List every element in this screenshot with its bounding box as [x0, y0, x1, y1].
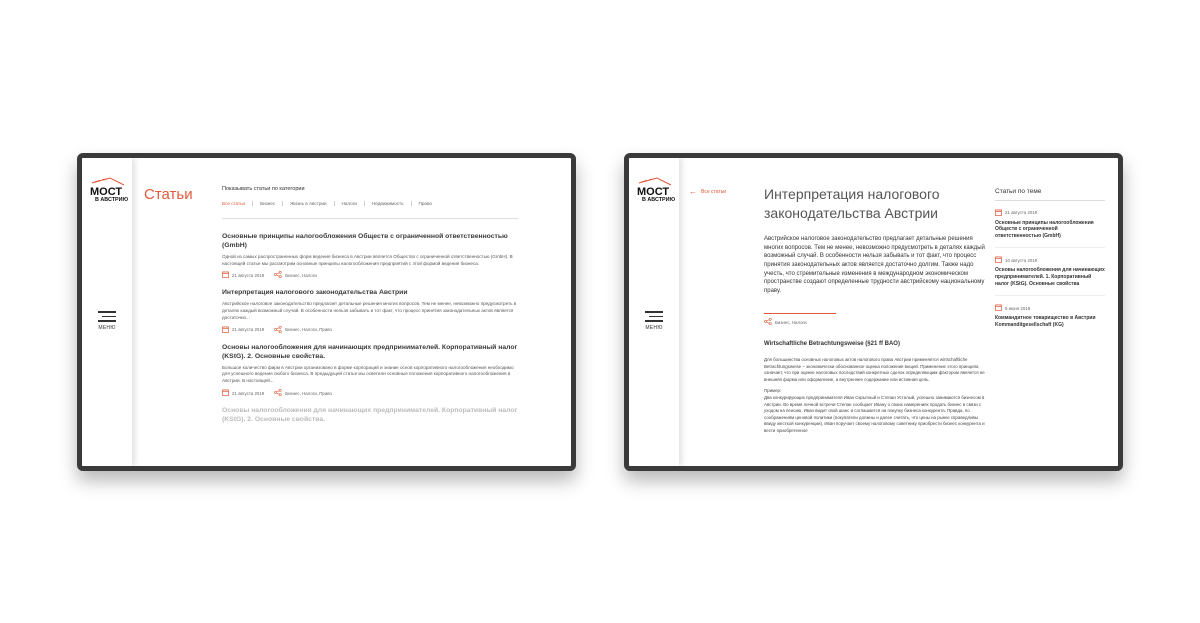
- article-excerpt: Австрийское налоговое законодательство предлагает детальные решения многих вопросов. Тем не менее, невозможно предусмотреть в деталях каждый возможный случай. В особенности нельзя забывать и тот факт, что процесс принятия законодательных актов является достаточно...: [222, 301, 517, 321]
- related-date: 10 августа 2019: [1005, 257, 1038, 263]
- article-date: 21 августа 2019: [232, 272, 265, 278]
- calendar-icon: [995, 209, 1002, 217]
- article-item: [222, 344, 520, 397]
- divider: [995, 247, 1105, 248]
- category-real-estate[interactable]: Недвижимость: [364, 201, 411, 206]
- related-heading: Статьи по теме: [995, 188, 1042, 195]
- menu-button[interactable]: [643, 308, 665, 331]
- sidebar: [629, 158, 679, 466]
- divider: [995, 200, 1105, 201]
- article-meta: [222, 326, 520, 334]
- left-screen-frame: [77, 153, 576, 471]
- related-date-row: [995, 209, 1105, 217]
- article-tags[interactable]: Бизнес, Налоги: [285, 272, 317, 278]
- related-item[interactable]: [995, 304, 1105, 329]
- related-articles: [995, 188, 1105, 338]
- article-date: 21 августа 2019: [232, 390, 265, 396]
- svg-text:В АВСТРИЮ: В АВСТРИЮ: [642, 197, 675, 203]
- article-title[interactable]: Интерпретация налогового законодательства Австрии: [222, 289, 408, 297]
- related-title[interactable]: Основы налогообложения для начинающих предпринимателей. 1. Корпоративный налог (KStG). Основные свойства: [995, 267, 1105, 287]
- divider: [995, 295, 1105, 296]
- article-excerpt: Одной из самых распространенных форм ведения бизнеса в Австрии является Общество с ограниченной ответственностью (GmbH). В настоящей статье мы рассмотрим основные принципы налогообложения предприятий с этой формой ведения бизнеса.: [222, 253, 513, 266]
- calendar-icon: [995, 304, 1002, 312]
- article-date: 21 августа 2019: [232, 327, 265, 333]
- fade-overlay: [679, 438, 1118, 466]
- article-meta: [222, 389, 520, 397]
- svg-text:МОСТ: МОСТ: [637, 186, 670, 198]
- article-item: [222, 233, 520, 279]
- svg-text:МОСТ: МОСТ: [90, 186, 123, 198]
- section-heading: Wirtschaftliche Betrachtungsweise (§21 ff BAO): [764, 341, 900, 347]
- hamburger-icon: [96, 311, 118, 322]
- share-icon: [274, 326, 282, 334]
- article-tags-row: [764, 318, 807, 326]
- category-law[interactable]: Право: [411, 201, 439, 206]
- related-title[interactable]: Основные принципы налогообложения Обществ с ограниченной ответственностью (GmbH): [995, 219, 1094, 240]
- article-lead: Австрийское налоговое законодательство предлагает детальные решения многих вопросов. Тем не менее, невозможно предусмотреть в деталях каждый возможный случай. В особенности нельзя забывать и тот факт, что процесс принятия законодательных актов является достаточно долгим. Также надо учесть, что стремительные изменения в международном экономическом пространстве создают определенные трудности австрийскому национальному праву.: [764, 236, 985, 295]
- share-icon: [274, 271, 282, 279]
- related-item[interactable]: [995, 209, 1105, 248]
- menu-label: МЕНЮ: [98, 324, 116, 331]
- back-to-articles-link[interactable]: [689, 188, 726, 196]
- divider: [222, 218, 518, 219]
- related-date-row: [995, 256, 1105, 264]
- category-filter: [222, 201, 439, 206]
- arrow-left-icon: ←: [689, 187, 697, 196]
- example-label: Пример:: [764, 388, 782, 394]
- related-date: 21 августа 2019: [1005, 210, 1038, 216]
- page-title: Статьи: [144, 186, 193, 203]
- back-link-label: Все статьи: [701, 189, 727, 195]
- calendar-icon: [222, 326, 229, 334]
- related-title[interactable]: Коммандитное товарищество в Австрии Kommanditgesellschaft (KG): [995, 315, 1096, 329]
- calendar-icon: [222, 271, 229, 279]
- calendar-icon: [995, 256, 1002, 264]
- category-filter-heading: Показывать статьи по категории: [222, 186, 305, 192]
- logo[interactable]: [88, 176, 128, 206]
- article-tags[interactable]: Бизнес, Налоги: [775, 319, 807, 325]
- related-date: 5 июня 2019: [1005, 305, 1031, 311]
- sidebar: [82, 158, 132, 466]
- right-screen-frame: [624, 153, 1123, 471]
- related-date-row: [995, 304, 1105, 312]
- calendar-icon: [222, 389, 229, 397]
- category-life-in-austria[interactable]: Жизнь в Австрии: [282, 201, 333, 206]
- share-icon: [764, 318, 772, 326]
- article-item: [222, 407, 520, 425]
- article-title[interactable]: Основы налогообложения для начинающих предпринимателей. Корпоративный налог (KStG). 2. Основные свойства.: [222, 407, 518, 424]
- article-tags[interactable]: Бизнес, Налоги, Право: [285, 390, 332, 396]
- article-excerpt: Большое количество фирм в Австрии организовано в форме корпораций и знание основ корпоративного налогообложения необходимо для успешного ведения любого бизнеса. В предыдущей статье мы осветили основные положения корпоративного налогообложения в Австрии. В настоящей...: [222, 364, 514, 384]
- paragraph: Для большинства основных налоговых актов налогового права Австрии применяется wirtschaftliche Betrachtungsweise – экономически обоснованное оценка положения вещей. Применение этого принципа означает, что при оценке налоговых последствий конкретных сделок определяющим фактором является не внешняя форма или оформление, а внутреннее содержание или истинная цель.: [764, 357, 985, 382]
- menu-button[interactable]: [96, 308, 118, 331]
- divider: [764, 313, 836, 314]
- article-item: [222, 289, 520, 334]
- logo[interactable]: [635, 176, 675, 206]
- menu-label: МЕНЮ: [645, 324, 663, 331]
- article-list: [222, 233, 520, 435]
- svg-text:В АВСТРИЮ: В АВСТРИЮ: [95, 197, 128, 203]
- paragraph: Два конкурирующих предпринимателя Иван Скрытный и Степан Усталый, успешно занимаются бизнесом в Австрии. Во время личной встречи Степан сообщает Ивану о своих намерениях продать бизнес в связи с уходом на пенсию. Иван видит свой шанс и соглашается на покупку бизнеса конкурента. Правда, по соображениям ценовой политики (покупатели должны и далее считать, что цены на рынке справедливы ввиду жесткой конкуренции), Иван поручает своему налоговому советнику приобрести бизнес конкурента и вести приобретенное: [764, 395, 985, 434]
- article-title: Интерпретация налогового законодательства Австрии: [764, 186, 940, 221]
- article-title[interactable]: Основы налогообложения для начинающих предпринимателей. Корпоративный налог (KStG). 2. Основные свойства.: [222, 343, 518, 360]
- share-icon: [274, 389, 282, 397]
- category-business[interactable]: Бизнес: [252, 201, 282, 206]
- article-body: [764, 357, 989, 440]
- article-meta: [222, 271, 520, 279]
- category-taxes[interactable]: Налоги: [334, 201, 364, 206]
- hamburger-icon: [643, 311, 665, 322]
- article-tags[interactable]: Бизнес, Налоги, Право: [285, 327, 332, 333]
- category-all[interactable]: Все статьи: [222, 201, 246, 206]
- article-title[interactable]: Основные принципы налогообложения Обществ с ограниченной ответственностью (GmbH): [222, 233, 508, 249]
- related-item[interactable]: [995, 256, 1105, 295]
